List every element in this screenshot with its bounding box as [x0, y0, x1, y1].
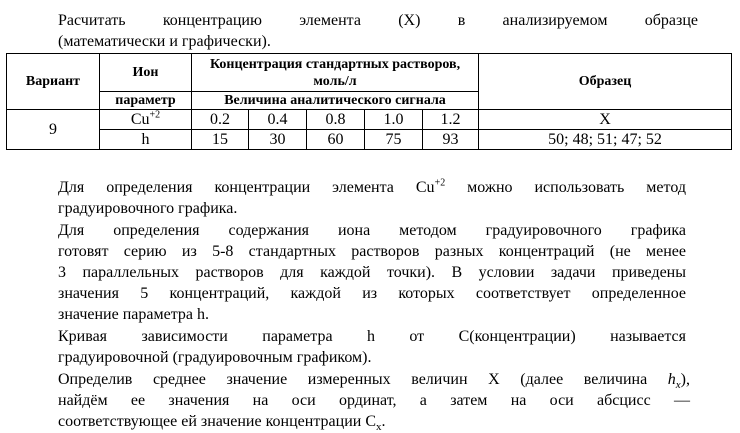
concentration-cell: 0.2 — [192, 110, 249, 130]
p1-text-b: можно использовать метод — [445, 179, 686, 196]
signal-cell: 30 — [249, 130, 307, 150]
p1-text-a: Для определения концентрации элемента Cu — [58, 179, 435, 196]
table-header-row — [7, 54, 732, 92]
p4-l3-end: . — [381, 413, 386, 430]
paragraph-2-line-4: значения 5 концентраций, каждой из которых соответствует определенное — [58, 285, 686, 302]
p4-text-b: ), — [680, 371, 690, 388]
p4-h-var: h — [667, 371, 676, 388]
data-table — [6, 53, 732, 150]
paragraph-4-line-3 — [58, 411, 386, 432]
paragraph-2-line-5: значение параметра h. — [58, 306, 209, 323]
concentration-cell: 1.0 — [365, 110, 423, 130]
paragraph-4-line-1 — [58, 369, 690, 390]
p1-charge: +2 — [434, 177, 446, 189]
p4-l3-sub: x — [376, 421, 382, 433]
signal-cell: 75 — [365, 130, 423, 150]
param-cell: h — [100, 130, 192, 150]
p4-l3-text: соответствующее ей значение концентрации С — [58, 413, 376, 430]
p4-h-sub: x — [675, 379, 681, 392]
signal-cell: 15 — [192, 130, 249, 150]
paragraph-1-line-1 — [58, 177, 686, 198]
paragraph-3-line-1: Кривая зависимости параметра h от С(концентрации) называется — [58, 328, 686, 345]
p4-text-a: Определив среднее значение измеренных величин Х (далее величина — [58, 371, 668, 388]
paragraph-2-line-1: Для определения содержания иона методом градуировочного графика — [58, 222, 686, 239]
variant-cell: 9 — [7, 110, 100, 150]
paragraph-2-line-3: 3 параллельных растворов для каждой точки). В условии задачи приведены — [58, 264, 686, 281]
concentration-cell: 1.2 — [423, 110, 479, 130]
paragraph-2-line-2: готовят серию из 5-8 стандартных растворов разных концентраций (не менее — [58, 243, 686, 260]
sample-label-cell: X — [479, 110, 732, 130]
concentration-cell: 0.8 — [307, 110, 365, 130]
header-parameter: параметр — [100, 92, 192, 110]
ion-symbol: Cu — [130, 110, 150, 128]
header-variant: Вариант — [7, 54, 100, 110]
sample-values-cell: 50; 48; 51; 47; 52 — [479, 130, 732, 150]
table-row-concentration — [7, 110, 732, 130]
header-sample: Образец — [479, 54, 732, 110]
header-concentration: Концентрация стандартных растворов, моль/л — [192, 54, 479, 92]
table-row-signal — [7, 130, 732, 150]
ion-charge: +2 — [149, 109, 161, 121]
intro-line-1: Расчитать концентрацию элемента (Х) в анализируемом образце — [58, 12, 698, 29]
ion-cell — [100, 110, 192, 130]
paragraph-4-line-2: найдём ее значения на оси ординат, а затем на оси абсцисс — — [58, 392, 690, 409]
signal-cell: 60 — [307, 130, 365, 150]
header-signal: Величина аналитического сигнала — [192, 92, 479, 110]
paragraph-1-line-2: градуировочного графика. — [58, 200, 238, 217]
signal-cell: 93 — [423, 130, 479, 150]
intro-line-2: (математически и графически). — [58, 33, 271, 50]
paragraph-3-line-2: градуировочной (градуировочным графиком). — [58, 349, 372, 366]
concentration-cell: 0.4 — [249, 110, 307, 130]
header-ion: Ион — [100, 54, 192, 92]
